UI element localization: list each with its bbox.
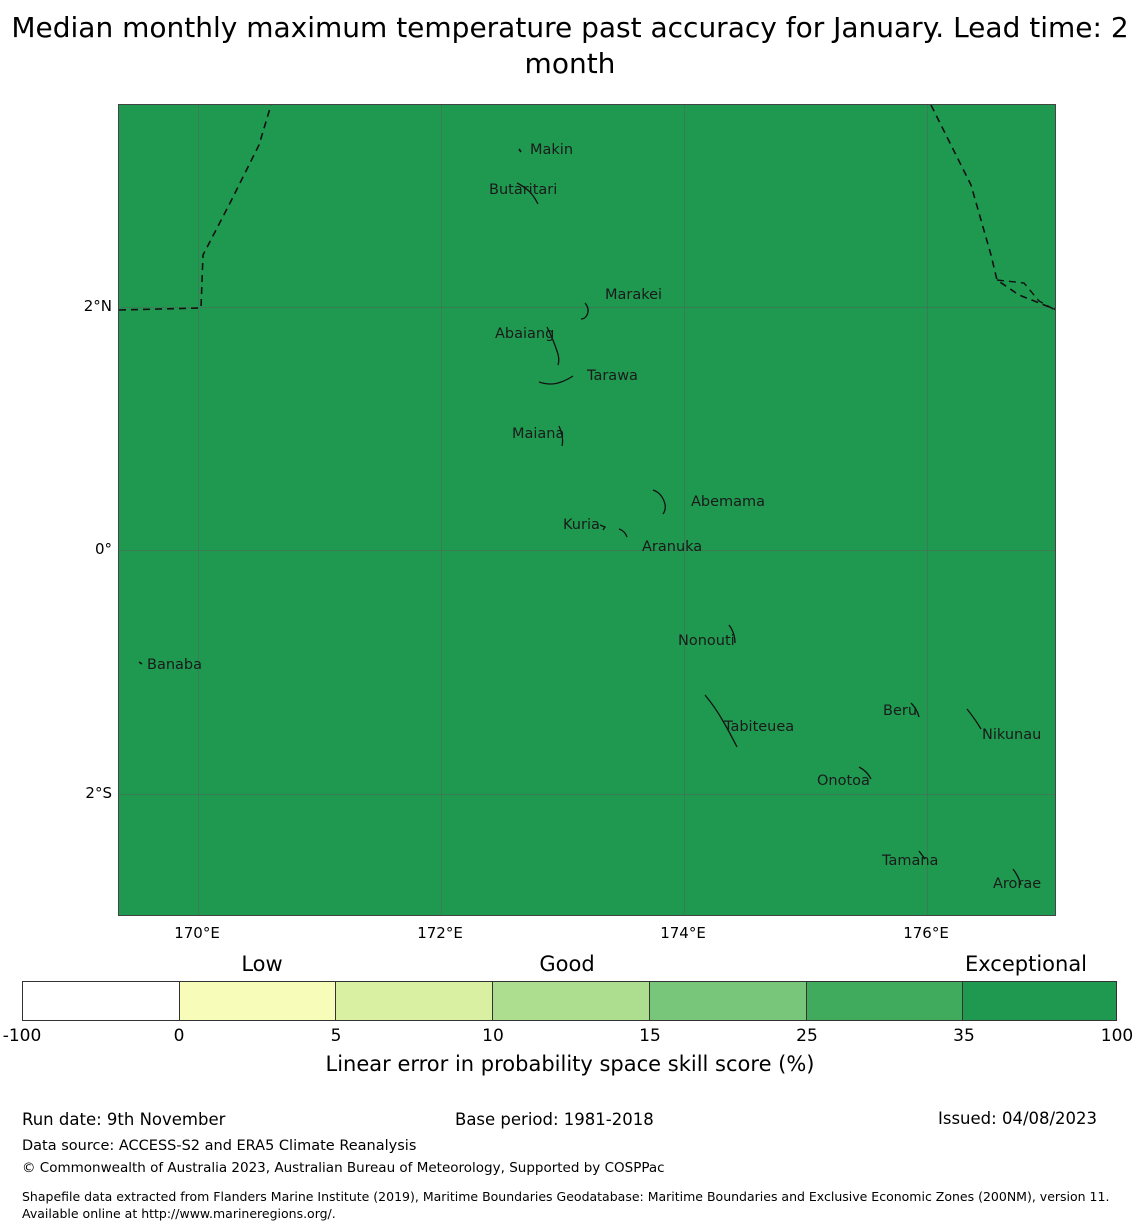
run-date-text: Run date: 9th November xyxy=(22,1110,226,1129)
colorbar-segment xyxy=(493,982,650,1020)
x-tick-label: 170°E xyxy=(174,924,220,942)
colorbar-tick-label: 35 xyxy=(953,1026,975,1046)
colorbar-axis-label: Linear error in probability space skill score (%) xyxy=(325,1052,815,1076)
legend-category-exceptional: Exceptional xyxy=(964,952,1088,976)
colorbar-tick-label: 15 xyxy=(639,1026,661,1046)
colorbar-segment xyxy=(180,982,337,1020)
island-label-aranuka: Aranuka xyxy=(642,539,703,555)
colorbar-tick-label: 5 xyxy=(330,1026,342,1046)
legend-category-low: Low xyxy=(241,952,283,976)
gridline-horizontal xyxy=(119,307,1055,308)
x-tick-label: 174°E xyxy=(660,924,706,942)
x-tick-label: 172°E xyxy=(417,924,463,942)
island-label-abemama: Abemama xyxy=(691,494,766,510)
island-label-abaiang: Abaiang xyxy=(495,326,555,342)
colorbar-segment xyxy=(650,982,807,1020)
colorbar[interactable] xyxy=(22,981,1117,1021)
island-label-nonouti: Nonouti xyxy=(678,633,735,649)
island-label-maiana: Maiana xyxy=(512,426,565,442)
island-label-makin: Makin xyxy=(530,142,574,158)
island-label-onotoa: Onotoa xyxy=(817,773,870,789)
island-label-tamana: Tamana xyxy=(882,853,939,869)
data-source-text: Data source: ACCESS-S2 and ERA5 Climate Reanalysis xyxy=(22,1138,417,1154)
island-label-marakei: Marakei xyxy=(605,287,663,303)
y-tick-label: 2°N xyxy=(83,297,112,315)
island-label-kuria: Kuria xyxy=(563,517,600,533)
island-label-tarawa: Tarawa xyxy=(587,368,638,384)
island-label-nikunau: Nikunau xyxy=(982,727,1042,743)
x-tick-label: 176°E xyxy=(903,924,949,942)
island-label-beru: Beru xyxy=(883,703,918,719)
shapefile-note-text: Shapefile data extracted from Flanders Marine Institute (2019), Maritime Boundaries Geodatabase: Maritime Boundaries and Exclusive Economic Zones (200NM), version 11. Available online at http://www.marineregions.org/. xyxy=(22,1189,1110,1221)
copyright-text: © Commonwealth of Australia 2023, Australian Bureau of Meteorology, Supported by COSPPac xyxy=(22,1160,665,1176)
colorbar-segment xyxy=(23,982,180,1020)
y-tick-label: 0° xyxy=(94,540,112,558)
colorbar-tick-label: 0 xyxy=(173,1026,185,1046)
colorbar-tick-label: 10 xyxy=(482,1026,504,1046)
island-label-banaba: Banaba xyxy=(147,657,202,673)
gridline-horizontal xyxy=(119,794,1055,795)
colorbar-tick-label: 100 xyxy=(1100,1026,1134,1046)
colorbar-tick-label: 25 xyxy=(796,1026,818,1046)
gridline-horizontal xyxy=(119,550,1055,551)
island-label-tabiteuea: Tabiteuea xyxy=(724,719,795,735)
colorbar-tick-label: -100 xyxy=(2,1026,42,1046)
island-label-arorae: Arorae xyxy=(993,876,1042,892)
issued-date-text: Issued: 04/08/2023 xyxy=(938,1109,1098,1128)
legend-category-good: Good xyxy=(539,952,595,976)
y-tick-label: 2°S xyxy=(85,784,112,802)
colorbar-segment xyxy=(807,982,964,1020)
island-label-butaritari: Butaritari xyxy=(489,182,558,198)
map-canvas[interactable] xyxy=(118,104,1056,916)
colorbar-segment xyxy=(336,982,493,1020)
base-period-text: Base period: 1981-2018 xyxy=(455,1110,654,1129)
colorbar-segment xyxy=(963,982,1116,1020)
page-title: Median monthly maximum temperature past accuracy for January. Lead time: 2 month xyxy=(11,11,1129,80)
